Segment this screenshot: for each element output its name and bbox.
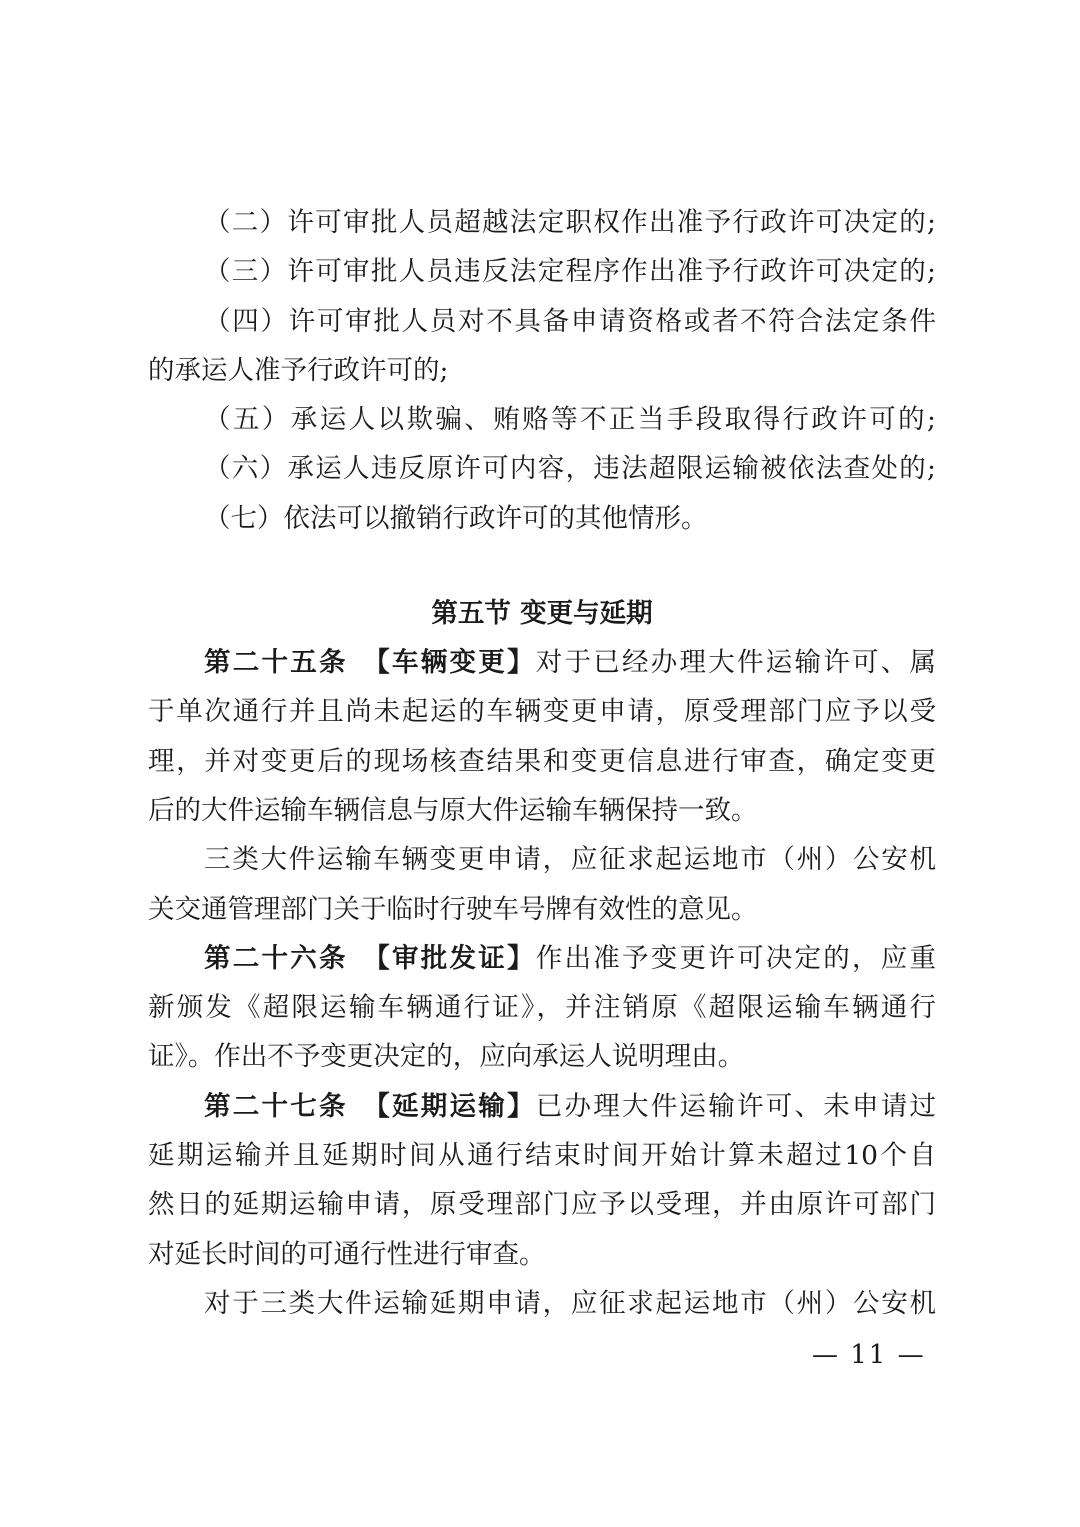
line-text: 的承运人准予行政许可的; — [148, 354, 449, 386]
list-item — [148, 297, 936, 396]
section-heading: 第五节 变更与延期 — [431, 598, 653, 630]
line-text: 然日的延期运输申请，原受理部门应予以受理，并由原许可部门 — [148, 1189, 936, 1221]
article-title: 第二十五条 【车辆变更】 — [204, 647, 536, 679]
line-text: （五）承运人以欺骗、贿赂等不正当手段取得行政许可的; — [204, 404, 936, 436]
text-line — [148, 247, 936, 296]
line-text: 对于三类大件运输延期申请，应征求起运地市（州）公安机 — [204, 1287, 936, 1319]
line-text: 新颁发《超限运输车辆通行证》，并注销原《超限运输车辆通行 — [148, 992, 936, 1024]
line-text: （四）许可审批人员对不具备申请资格或者不符合法定条件 — [204, 305, 936, 337]
line-text: 证》。作出不予变更决定的，应向承运人说明理由。 — [148, 1041, 745, 1073]
paragraph — [148, 1082, 936, 1279]
paragraph — [148, 1279, 936, 1328]
article-title: 第二十六条 【审批发证】 — [204, 942, 536, 974]
paragraph — [148, 934, 936, 1082]
text-line — [148, 297, 936, 346]
text-line — [148, 687, 936, 736]
text-line — [148, 444, 936, 493]
paragraph — [148, 638, 936, 835]
article-title: 第二十七条 【延期运输】 — [204, 1090, 536, 1122]
document-body — [148, 198, 936, 1328]
text-line — [148, 1180, 936, 1229]
text-line — [148, 395, 936, 444]
line-text: 对延长时间的可通行性进行审查。 — [148, 1238, 546, 1270]
text-line — [148, 198, 936, 247]
line-text: 理，并对变更后的现场核查结果和变更信息进行审查，确定变更 — [148, 745, 936, 777]
text-line — [148, 1230, 936, 1279]
list-item — [148, 247, 936, 296]
line-text: 对于已经办理大件运输许可、属 — [535, 647, 936, 679]
text-line — [148, 885, 936, 934]
text-line — [148, 494, 936, 543]
line-text: 延期运输并且延期时间从通行结束时间开始计算未超过10个自 — [148, 1140, 936, 1172]
line-text: （二）许可审批人员超越法定职权作出准予行政许可决定的; — [204, 207, 936, 238]
line-text: 已办理大件运输许可、未申请过 — [535, 1090, 936, 1122]
page-number: — 11 — — [812, 1340, 926, 1370]
paragraph — [148, 835, 936, 934]
text-line — [148, 346, 936, 395]
text-line — [148, 1032, 936, 1081]
text-line — [148, 1131, 936, 1180]
line-text: 关交通管理部门关于临时行驶车号牌有效性的意见。 — [148, 893, 758, 925]
line-text: （七）依法可以撤销行政许可的其他情形。 — [204, 502, 708, 534]
list-item — [148, 395, 936, 444]
text-line — [148, 1082, 936, 1131]
line-text: （三）许可审批人员违反法定程序作出准予行政许可决定的; — [204, 256, 936, 288]
list-item — [148, 444, 936, 493]
text-line — [148, 786, 936, 835]
list-item — [148, 494, 936, 543]
text-line — [148, 638, 936, 687]
line-text: （六）承运人违反原许可内容，违法超限运输被依法查处的; — [204, 453, 936, 485]
text-line — [148, 983, 936, 1032]
line-text: 于单次通行并且尚未起运的车辆变更申请，原受理部门应予以受 — [148, 696, 936, 728]
text-line — [148, 934, 936, 983]
line-text: 作出准予变更许可决定的，应重 — [535, 942, 936, 974]
text-line — [148, 835, 936, 884]
text-line — [148, 737, 936, 786]
text-line — [148, 1279, 936, 1328]
line-text: 后的大件运输车辆信息与原大件运输车辆保持一致。 — [148, 794, 758, 826]
line-text: 三类大件运输车辆变更申请，应征求起运地市（州）公安机 — [204, 844, 936, 876]
list-item — [148, 198, 936, 247]
